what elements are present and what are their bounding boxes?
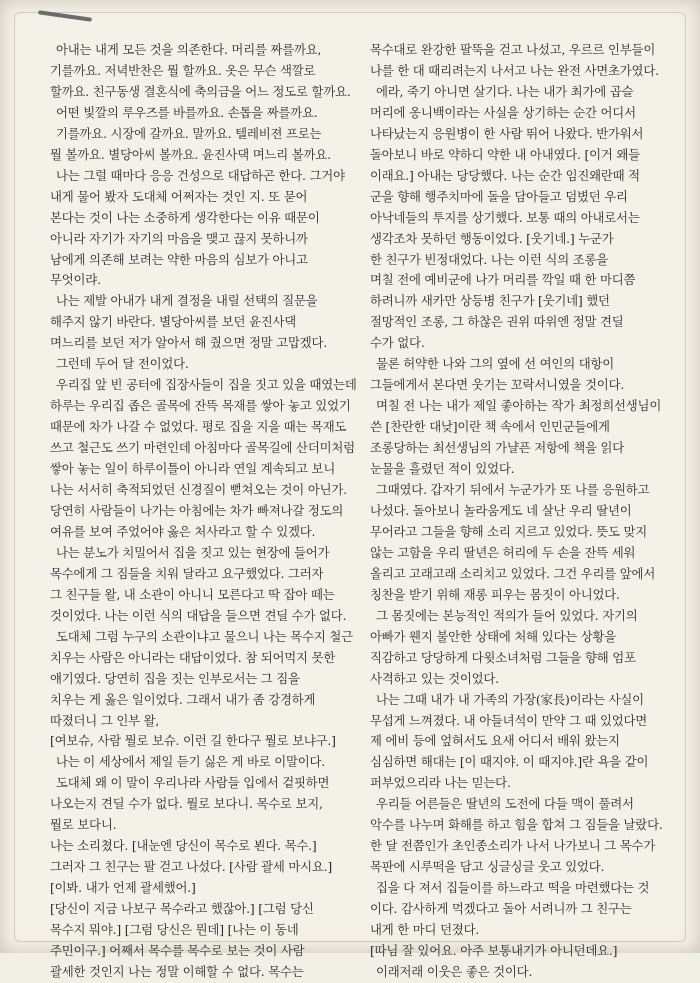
text-line: 심심하면 해대는 [이 때지야. 이 때지야.]란 욕을 같이 xyxy=(370,754,649,770)
text-line: 집을 다 져서 집들이를 하느라고 떡을 마련했다는 것 xyxy=(376,880,650,896)
text-line: 무어라고 그들을 향해 소리 지르고 있었다. 뜻도 맞지 xyxy=(370,523,648,539)
text-line: 않는 고함을 우리 딸년은 허리에 두 손을 잔뜩 세워 xyxy=(370,544,636,560)
text-line: 아빠가 웬지 불안한 상태에 처해 있다는 상황을 xyxy=(370,628,617,644)
text-line: 내게 물어 봤자 도대체 어쩌자는 것인 지. 또 묻어 xyxy=(50,188,308,204)
text-line: 나타났는지 응원병이 한 사람 뛰어 나왔다. 반가워서 xyxy=(370,125,644,141)
text-line: 절망적인 조롱, 그 하찮은 권위 따위엔 정말 견딜 xyxy=(370,314,624,330)
text-line: 본다는 것이 나는 소중하게 생각한다는 이유 때문이 xyxy=(50,209,320,225)
text-line: 따졌더니 그 인부 왈, xyxy=(50,712,160,728)
text-line: 며칠 전 나는 내가 제일 좋아하는 작가 최정희선생님이 xyxy=(376,398,662,414)
text-line: 때문에 차가 나갈 수 없었다. 평로 집을 지을 때는 목재도 xyxy=(50,419,347,435)
text-line: 당연히 사람들이 나가는 아침에는 차가 빠져나갈 정도의 xyxy=(50,502,344,518)
text-line: 하루는 우리집 좁은 골목에 잔뜩 목재를 쌓아 놓고 있었기 xyxy=(50,398,351,414)
text-line: 그 몸짓에는 본능적인 적의가 들어 있었다. 자기의 xyxy=(376,607,638,623)
text-line: 직감하고 당당하게 다윗소녀처럼 그들을 향해 엄포 xyxy=(370,649,636,665)
text-line: 퍼부었으리라 나는 믿는다. xyxy=(370,775,511,791)
text-line: 나섰다. 돌아보니 놀라움게도 네 살난 우리 딸년이 xyxy=(370,502,632,518)
text-line: 제 에비 등에 엎혀서도 요새 어디서 배워 왔는지 xyxy=(370,733,620,749)
text-line: 내게 한 마디 던졌다. xyxy=(370,922,480,938)
text-line: 어떤 빛깔의 루우즈를 바를까요. 손톱을 짜를까요. xyxy=(56,104,318,120)
text-line: 그 친구들 왈, 내 소관이 아니니 모른다고 딱 잡아 떼는 xyxy=(50,586,335,602)
text-line: 아낙네들의 투지를 상기했다. 보통 때의 아내로서는 xyxy=(370,209,640,225)
text-line: 괄세한 것인지 나는 정말 이해할 수 없다. 목수는 xyxy=(50,963,304,979)
text-line: 기를까요. 시장에 갈까요. 말까요. 텔레비젼 프로는 xyxy=(56,125,322,141)
text-line: 조롱당하는 최선생님의 가냘픈 저항에 책을 읽다 xyxy=(370,440,625,456)
text-line: 이래요.] 아내는 당당했다. 나는 순간 임진왜란때 적 xyxy=(370,167,640,183)
text-line: 목판에 시루떡을 담고 싱글싱글 웃고 있었다. xyxy=(370,859,605,875)
text-line: 나는 제발 아내가 내게 결정을 내릴 선택의 질문을 xyxy=(56,293,318,309)
text-line: 아내는 내게 모든 것을 의존한다. 머리를 짜를까요, xyxy=(56,42,322,57)
text-line: 나는 분노가 치밀어서 집을 짓고 있는 현장에 들어가 xyxy=(56,544,330,560)
text-line: 악수를 나누며 화해를 하고 힘을 합쳐 그 짐들을 날랐다. xyxy=(370,817,663,833)
text-line: 나오는지 견딜 수가 없다. 뭘로 보다니. 목수로 보지, xyxy=(50,796,323,812)
text-line: 쓰고 철근도 쓰기 마련인데 아침마다 골목길에 산더미처럼 xyxy=(50,440,355,456)
text-line: 목수대로 완강한 팔뚝을 걷고 나섰고, 우르르 인부들이 xyxy=(370,42,656,57)
text-line: 도대체 그럼 누구의 소관이냐고 물으니 나는 목수지 철근 xyxy=(56,628,353,644)
text-line: 한 달 전쯤인가 초인종소리가 나서 나가보니 그 목수가 xyxy=(370,838,656,854)
text-column-right xyxy=(370,40,690,983)
text-line: [여보슈, 사람 뭘로 보슈. 이런 길 한다구 뭘로 보냐구.] xyxy=(50,733,336,749)
text-line: 아니라 자기가 자기의 마음을 맺고 끊지 못하니까 xyxy=(50,230,308,246)
text-line: [이봐. 내가 언제 괄세했어.] xyxy=(50,880,196,896)
text-line: 그러자 그 친구는 팔 걷고 나섰다. [사람 괄세 마시요.] xyxy=(50,859,333,875)
text-line: 뭘 볼까요. 별당아씨 볼까요. 윤진사댁 며느리 볼까요. xyxy=(50,146,331,162)
text-line: 해주지 않기 바란다. 별당아씨를 보던 윤진사댁 xyxy=(50,314,297,330)
text-line: 얘기였다. 당연히 집을 짓는 인부로서는 그 짐을 xyxy=(50,670,300,686)
text-line: 주민이구.] 어째서 목수를 목수로 보는 것이 사람 xyxy=(50,942,305,958)
text-line: 올리고 고래고래 소리치고 있었다. 그건 우리를 앞에서 xyxy=(370,565,656,581)
text-line: 우리들 어른들은 딸년의 도전에 다들 맥이 풀려서 xyxy=(376,796,634,812)
text-line: 그때였다. 갑자기 뒤에서 누군가가 또 나를 응원하고 xyxy=(376,482,650,498)
text-line: 하려니까 새카만 상등병 친구가 [웃기네] 했던 xyxy=(370,293,610,309)
text-line: 사격하고 있는 것이었다. xyxy=(370,670,499,686)
text-line: 그들에게서 본다면 웃기는 꼬락서니였을 것이다. xyxy=(370,377,625,393)
text-line: 도대체 왜 이 말이 우리나라 사람들 입에서 겉핏하면 xyxy=(56,775,330,791)
text-line: 나는 그때 내가 내 가족의 가장(家長)이라는 사실이 xyxy=(376,691,644,707)
text-line: 칭찬을 받기 위해 재롱 피우는 몸짓이 아니었다. xyxy=(370,586,620,602)
text-line: 쌓아 놓는 일이 하루이틀이 아니라 연일 계속되고 보니 xyxy=(50,461,336,477)
text-line: 나는 이 세상에서 제일 듣기 싫은 게 바로 이말이다. xyxy=(56,754,326,770)
text-line: 에라, 죽기 아니면 살기다. 나는 내가 최가에 곱슬 xyxy=(376,83,634,99)
text-line: 우리집 앞 빈 공터에 집장사들이 집을 짓고 있을 때였는데 xyxy=(56,377,357,393)
text-line: 며느리를 보던 저가 알아서 해 줬으면 정말 고맙겠다. xyxy=(50,335,328,351)
text-line: 생각조차 못하던 행동이었다. [웃기네.] 누군가 xyxy=(370,230,614,246)
text-line: 나는 소리쳤다. [내눈엔 당신이 목수로 뵌다. 목수.] xyxy=(50,838,317,854)
text-line: 것이었다. 나는 이런 식의 대답을 들으면 견딜 수가 없다. xyxy=(50,607,347,623)
text-line: 한 친구가 빈정대었다. 나는 이런 식의 조롱을 xyxy=(370,251,609,267)
text-line: 눈물을 흘렸던 적이 있었다. xyxy=(370,461,515,477)
text-line: 수가 없다. xyxy=(370,335,425,351)
text-line: 군을 향해 행주치마에 돌을 담아들고 덤볐던 우리 xyxy=(370,188,628,204)
text-column-left xyxy=(50,40,368,983)
text-line: 이다. 감사하게 먹겠다고 돌아 서려니까 그 친구는 xyxy=(370,901,632,917)
text-line: 치우는 게 옳은 일이었다. 그래서 내가 좀 강경하게 xyxy=(50,691,316,707)
text-line: 무엇이랴. xyxy=(50,272,101,288)
text-line: 여유를 보여 주었어야 옳은 처사라고 할 수 있겠다. xyxy=(50,523,316,539)
text-line: 쓴 [찬란한 대낮]이란 책 속에서 인민군들에게 xyxy=(370,419,610,435)
text-line: [따님 잘 있어요. 아주 보통내기가 아니던데요.] xyxy=(370,942,618,958)
text-line: 나를 한 대 때리려는지 나서고 나는 완전 사면초가였다. xyxy=(370,62,659,78)
text-line: 남에게 의존해 보려는 약한 마음의 심보가 아니고 xyxy=(50,251,308,267)
text-line: 목수지 뭐야.] [그럼 당신은 뭔데] [나는 이 동네 xyxy=(50,922,299,938)
text-line: 나는 서서히 축적되었던 신경질이 뻗쳐오는 것이 아닌가. xyxy=(50,482,347,498)
text-line: 치우는 사람은 아니라는 대답이었다. 참 되어먹지 못한 xyxy=(50,649,336,665)
text-line: 무섭게 느껴졌다. 내 아들녀석이 만약 그 때 있었다면 xyxy=(370,712,648,728)
text-line: 며칠 전에 예비군에 나가 머리를 깍일 때 한 마디쯤 xyxy=(370,272,636,288)
text-line: [당신이 지금 나보구 목수라고 했잖아.] [그럼 당신 xyxy=(50,901,314,917)
text-line: 기를까요. 저녁반찬은 뭘 할까요. 옷은 무슨 색깔로 xyxy=(50,62,316,78)
text-line: 물론 허약한 나와 그의 옆에 선 여인의 대항이 xyxy=(376,356,615,372)
text-line: 뭘로 보다니. xyxy=(50,817,117,833)
text-line: 돌아보니 바로 약하디 약한 내 아내였다. [이거 왜들 xyxy=(370,146,640,162)
text-line: 이래저래 이웃은 좋은 것이다. xyxy=(376,963,533,979)
text-line: 그런데 두어 달 전이었다. xyxy=(56,356,189,372)
text-line: 할까요. 친구동생 결혼식에 축의금을 어느 정도로 할까요. xyxy=(50,83,351,99)
text-line: 나는 그럴 때마다 응응 건성으로 대답하곤 한다. 그거야 xyxy=(56,167,345,183)
text-line: 목수에게 그 짐들을 치워 달라고 요구했었다. 그러자 xyxy=(50,565,324,581)
text-line: 머리에 옹니백이라는 사실을 상기하는 순간 어디서 xyxy=(370,104,636,120)
